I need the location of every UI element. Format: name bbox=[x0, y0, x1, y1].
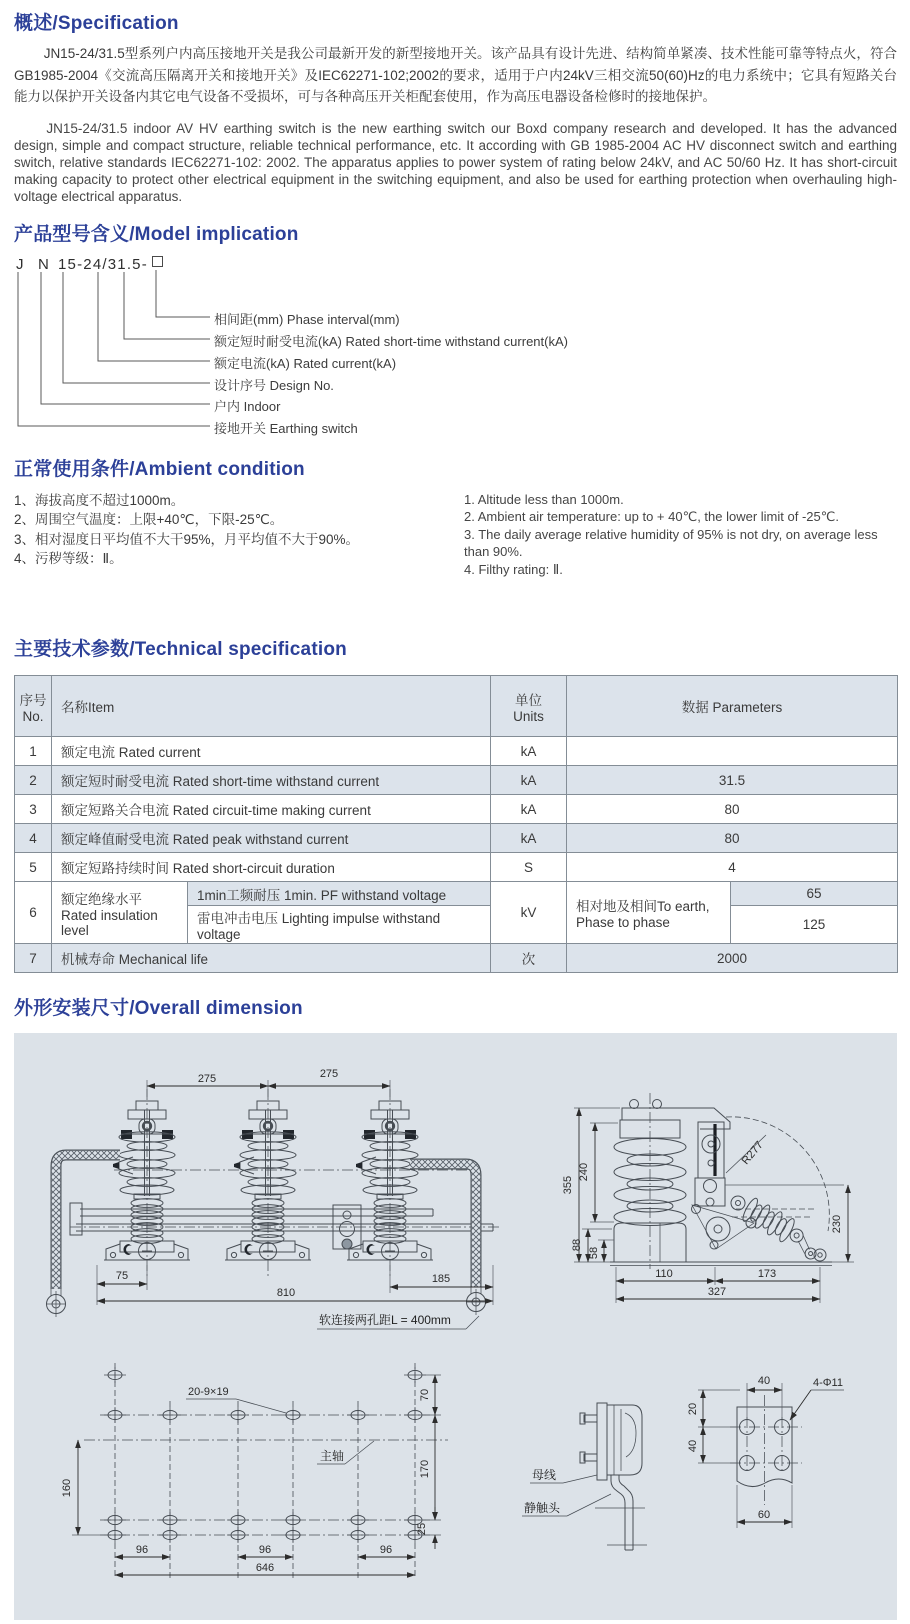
side-dim-88: 88 bbox=[571, 1238, 583, 1252]
ambient-list-en bbox=[464, 491, 897, 579]
side-dim-r277: R277 bbox=[739, 1139, 766, 1168]
table-row-insulation-b: 雷电冲击电压 Lighting impulse withstand voltage 125 bbox=[15, 906, 898, 944]
section-title-technical-specification: 主要技术参数/Technical specification bbox=[14, 639, 347, 660]
ambient-en-item: 2. Ambient air temperature: up to + 40℃, the lower limit of -25℃. bbox=[464, 509, 839, 524]
detail-dim-60: 60 bbox=[757, 1509, 771, 1521]
plan-dim-96-c: 96 bbox=[379, 1544, 393, 1556]
model-leader-lines bbox=[14, 256, 224, 442]
dimension-drawing-panel bbox=[14, 1033, 897, 1620]
plan-dim-70: 70 bbox=[419, 1388, 431, 1402]
front-note-flexible-connection: 软连接两孔距L = 400mm bbox=[319, 1313, 451, 1327]
ambient-condition-lists bbox=[14, 491, 897, 579]
specification-paragraph-cn: JN15-24/31.5型系列户内高压接地开关是我公司最新开发的新型接地开关。该产品具有设计先进、结构简单紧凑、技术性能可靠等特点火，符合GB1985-2004《交流高压隔离开关和接地开关》及IEC62271-102;2002的要求，适用于户内24kV三相交流50(60)Hz的电力系统中；它具有短路关台能力以保护开关设备内其它电气设备不受损坏，可与各种高压开关柜配套使用，作为高压电器设备检修时的接地保护。 bbox=[14, 46, 897, 104]
ambient-en-item: 3. The daily average relative humidity of 95% is not dry, on average less than 90%. bbox=[464, 526, 878, 559]
section-title-specification: 概述/Specification bbox=[14, 13, 179, 34]
detail-label-4-holes: 4-Φ11 bbox=[813, 1377, 843, 1389]
front-dim-810: 810 bbox=[276, 1287, 296, 1299]
table-row-insulation-a: 6 额定绝缘水平 Rated insulation level 1min工频耐压 1min. PF withstand voltage kV 相对地及相间To earth, Phase to phase 65 bbox=[15, 882, 898, 906]
model-code-part-j: J bbox=[16, 255, 24, 273]
plan-label-holes: 20-9×19 bbox=[188, 1386, 229, 1398]
front-dim-75: 75 bbox=[115, 1270, 129, 1282]
insulation-level-cell: 额定绝缘水平 Rated insulation level bbox=[52, 882, 188, 944]
front-dim-275-right: 275 bbox=[319, 1068, 339, 1080]
plan-dim-646: 646 bbox=[255, 1562, 275, 1574]
section-title-overall-dimension: 外形安装尺寸/Overall dimension bbox=[14, 998, 303, 1019]
side-dim-173: 173 bbox=[757, 1268, 777, 1280]
side-view bbox=[562, 1093, 854, 1303]
ambient-en-item: 4. Filthy rating: Ⅱ. bbox=[464, 561, 563, 577]
model-label-indoor: 户内 Indoor bbox=[214, 398, 281, 414]
plan-label-main-shaft: 主轴 bbox=[320, 1449, 345, 1463]
ambient-cn-item: 4、污秽等级：Ⅱ。 bbox=[14, 551, 123, 566]
table-row: 3 额定短路关合电流 Rated circuit-time making current kA 80 bbox=[15, 795, 898, 824]
section-model-implication bbox=[14, 219, 897, 442]
model-label-design-no: 设计序号 Design No. bbox=[214, 377, 334, 393]
detail-dim-20: 20 bbox=[687, 1402, 699, 1416]
side-dim-58: 58 bbox=[588, 1246, 600, 1260]
plan-dim-96-a: 96 bbox=[135, 1544, 149, 1556]
side-dim-327: 327 bbox=[707, 1286, 727, 1298]
model-label-rated-current: 额定电流(kA) Rated current(kA) bbox=[214, 355, 397, 371]
col-header-no: 序号 No. bbox=[15, 676, 52, 737]
plan-dim-25: 25 bbox=[416, 1522, 428, 1536]
section-technical-specification bbox=[14, 634, 897, 973]
side-dim-355: 355 bbox=[562, 1175, 574, 1195]
col-header-item: 名称Item bbox=[52, 676, 491, 737]
side-dim-110: 110 bbox=[655, 1268, 673, 1280]
ambient-cn-item: 1、海拔高度不超过1000m。 bbox=[14, 492, 185, 508]
model-label-earthing-switch: 接地开关 Earthing switch bbox=[214, 420, 358, 436]
detail-dim-40-left: 40 bbox=[687, 1439, 699, 1453]
col-header-parameters: 数据 Parameters bbox=[567, 676, 898, 737]
plan-dim-96-b: 96 bbox=[258, 1544, 272, 1556]
front-view bbox=[47, 1068, 501, 1329]
detail-label-busbar: 母线 bbox=[532, 1468, 557, 1482]
table-row: 5 额定短路持续时间 Rated short-circuit duration S 4 bbox=[15, 853, 898, 882]
plan-dim-160: 160 bbox=[61, 1478, 73, 1498]
detail-dim-40-top: 40 bbox=[757, 1375, 771, 1387]
ambient-list-cn bbox=[14, 491, 464, 579]
table-row: 2 额定短时耐受电流 Rated short-time withstand current kA 31.5 bbox=[15, 766, 898, 795]
section-overall-dimension bbox=[14, 993, 897, 1620]
section-ambient-condition bbox=[14, 454, 897, 579]
side-dim-240: 240 bbox=[578, 1162, 590, 1182]
technical-specification-table bbox=[14, 675, 898, 973]
section-title-model-implication: 产品型号含义/Model implication bbox=[14, 223, 299, 245]
detail-label-static-contact: 静触头 bbox=[524, 1501, 561, 1515]
col-header-units: 单位 Units bbox=[491, 676, 567, 737]
specification-paragraph-en: JN15-24/31.5 indoor AV HV earthing switch is the new earthing switch our Boxd company research and developed. It has the advanced design, simple and compact structure, reliable technical performance, etc. It according with GB 1985-2004 AC HV disconnect switch and earthing switch, relative standards IEC62271-102: 2002. The apparatus applies to power system of rating below 24kV, and AC 50/60 Hz. It has short-circuit making capacity to protect other electrical equipment in the switching equipment, and also be used for earthing protection when overhauling high-voltage electrical apparatus. bbox=[14, 120, 897, 204]
table-row: 4 额定峰值耐受电流 Rated peak withstand current kA 80 bbox=[15, 824, 898, 853]
front-dim-275-left: 275 bbox=[197, 1073, 217, 1085]
mounting-plan-view bbox=[61, 1363, 448, 1578]
ambient-en-item: 1. Altitude less than 1000m. bbox=[464, 491, 624, 507]
table-row: 1 额定电流 Rated current kA bbox=[15, 737, 898, 766]
table-row: 7 机械寿命 Mechanical life 次 2000 bbox=[15, 944, 898, 973]
front-dim-185: 185 bbox=[431, 1273, 451, 1285]
model-code-part-n: N bbox=[38, 255, 49, 273]
static-contact-detail bbox=[522, 1375, 844, 1550]
model-label-short-time-current: 额定短时耐受电流(kA) Rated short-time withstand current(kA) bbox=[214, 333, 568, 349]
model-code-part-digits: 15-24/31.5- bbox=[58, 255, 148, 273]
ambient-cn-item: 2、周围空气温度：上限+40℃，下限-25℃。 bbox=[14, 512, 284, 527]
model-code-diagram bbox=[14, 256, 897, 442]
table-header-row bbox=[15, 676, 898, 737]
model-label-phase-interval: 相间距(mm) Phase interval(mm) bbox=[214, 311, 400, 327]
section-specification bbox=[14, 8, 897, 205]
side-dim-230: 230 bbox=[831, 1214, 843, 1234]
section-title-ambient-condition: 正常使用条件/Ambient condition bbox=[14, 458, 305, 480]
scope-cell: 相对地及相间To earth, Phase to phase bbox=[567, 882, 731, 944]
plan-dim-170: 170 bbox=[419, 1459, 431, 1479]
overall-dimension-drawing bbox=[14, 1033, 897, 1620]
ambient-cn-item: 3、相对湿度日平均值不大干95%，月平均值不大于90%。 bbox=[14, 531, 360, 547]
